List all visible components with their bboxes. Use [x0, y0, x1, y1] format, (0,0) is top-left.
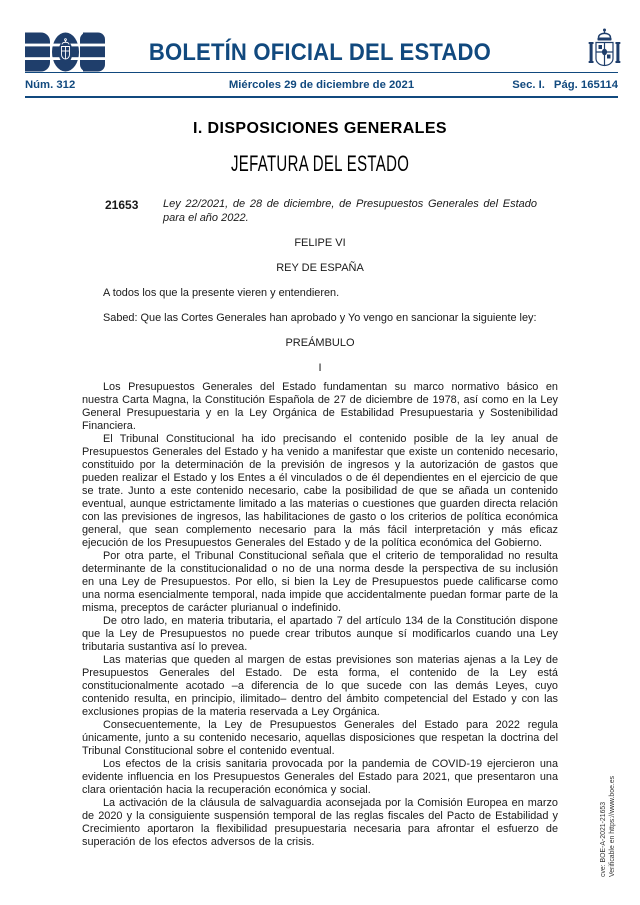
king-name: FELIPE VI	[294, 237, 346, 249]
paragraph: Los efectos de la crisis sanitaria provocada por la pandemia de COVID-19 ejercieron una evidente influencia en los Presupuestos Generales del Estado para 2021, que presentaron una clara orientación hacia la recuperación económica y social.	[82, 758, 558, 796]
section-heading: I. DISPOSICIONES GENERALES	[192, 120, 447, 137]
preamble-heading: PREÁMBULO	[285, 337, 355, 349]
issue-date: Miércoles 29 de diciembre de 2021	[228, 79, 415, 91]
cve-verification-url: Verificable en https://www.boe.es	[608, 775, 616, 877]
king-title: REY DE ESPAÑA	[276, 262, 364, 274]
paragraph: El Tribunal Constitucional ha ido precisando el contenido posible de la ley anual de Presupuestos Generales del Estado y ha venido a manifestar que existe un contenido necesario, constituido por la determinación de la previsión de ingresos y la autorización de gastos que pueden realizar el Estado y los Entes a él vinculados o de él dependientes en el ejercicio de que se trate. Junto a este contenido necesario, cabe la posibilidad de que se añada un contenido eventual, aunque estrictamente limitado a las materias o cuestiones que guarden directa relación con las previsiones de ingresos, las habilitaciones de gasto o los criterios de política económica general, que sean complemento necesario para la más fácil interpretación y más eficaz ejecución de los Presupuestos Generales del Estado y de la política económica del Gobierno.	[82, 433, 558, 549]
document-content	[82, 112, 558, 849]
paragraph: De otro lado, en materia tributaria, el apartado 7 del artículo 134 de la Constitución dispone que la Ley de Presupuestos no puede crear tributos aunque sí modificarlos cuando una Ley tributaria sustantiva así lo prevea.	[82, 615, 558, 653]
salutation-line: A todos los que la presente vieren y entendieren.	[103, 287, 340, 299]
cve-code: cve: BOE-A-2021-21653	[600, 801, 607, 877]
paragraph: Consecuentemente, la Ley de Presupuestos Generales del Estado para 2022 regula únicamente, junto a su contenido necesario, aquellas disposiciones que respetan la doctrina del Tribunal Constitucional sobre el contenido eventual.	[82, 719, 558, 757]
preamble-roman-numeral: I	[318, 362, 322, 374]
masthead-divider-bottom	[25, 96, 618, 98]
section-label: Sec. I.	[512, 79, 545, 91]
proclamation-line: Sabed: Que las Cortes Generales han aprobado y Yo vengo en sancionar la siguiente ley:	[103, 312, 537, 324]
paragraph: Por otra parte, el Tribunal Constitucional señala que el criterio de temporalidad no resulta determinante de la constitucionalidad o no de una norma desde la perspectiva de su inclusión en una Ley de Presupuestos. Por ello, si bien la Ley de Presupuestos puede calificarse como una norma esencialmente temporal, nada impide que accidentalmente puedan formar parte de la misma, preceptos de carácter plurianual o indefinido.	[82, 550, 558, 614]
masthead-title: BOLETÍN OFICIAL DEL ESTADO	[148, 39, 492, 66]
spain-coat-of-arms-icon	[588, 27, 621, 73]
law-item-title: Ley 22/2021, de 28 de diciembre, de Presupuestos Generales del Estado para el año 2022.	[163, 198, 537, 224]
cve-verification-strip	[600, 743, 618, 877]
paragraph: Los Presupuestos Generales del Estado fundamentan su marco normativo básico en nuestra Carta Magna, la Constitución Española de 27 de diciembre de 1978, así como en la Ley General Presupuestaria y en la Ley Orgánica de Estabilidad Presupuestaria y Sostenibilidad Financiera.	[82, 381, 558, 432]
section-page	[414, 79, 618, 91]
masthead-divider-top	[25, 72, 618, 73]
paragraph: Las materias que queden al margen de estas previsiones son materias ajenas a la Ley de Presupuestos Generales del Estado. De esta forma, el contenido de la Ley está constitucionalmente acotado –a diferencia de lo que sucede con las demás Leyes, cuyo contenido resulta, en principio, ilimitado– dentro del ámbito competencial del Estado y con las exclusiones propias de la materia reservada a Ley Orgánica.	[82, 654, 558, 718]
law-item-number: 21653	[105, 198, 139, 212]
law-item	[105, 197, 537, 225]
department-heading: JEFATURA DEL ESTADO	[230, 151, 410, 176]
preamble-body	[82, 381, 558, 849]
page-header-bar	[25, 79, 618, 91]
issue-number: Núm. 312	[25, 79, 76, 91]
paragraph: La activación de la cláusula de salvaguardia aconsejada por la Comisión Europea en marzo de 2020 y la consiguiente suspensión temporal de las reglas fiscales del Pacto de Estabilidad y Crecimiento aportaron la flexibilidad presupuestaria necesaria para afrontar el esfuerzo de superación de los efectos adversos de la crisis.	[82, 797, 558, 848]
page-number: Pág. 165114	[553, 79, 618, 91]
